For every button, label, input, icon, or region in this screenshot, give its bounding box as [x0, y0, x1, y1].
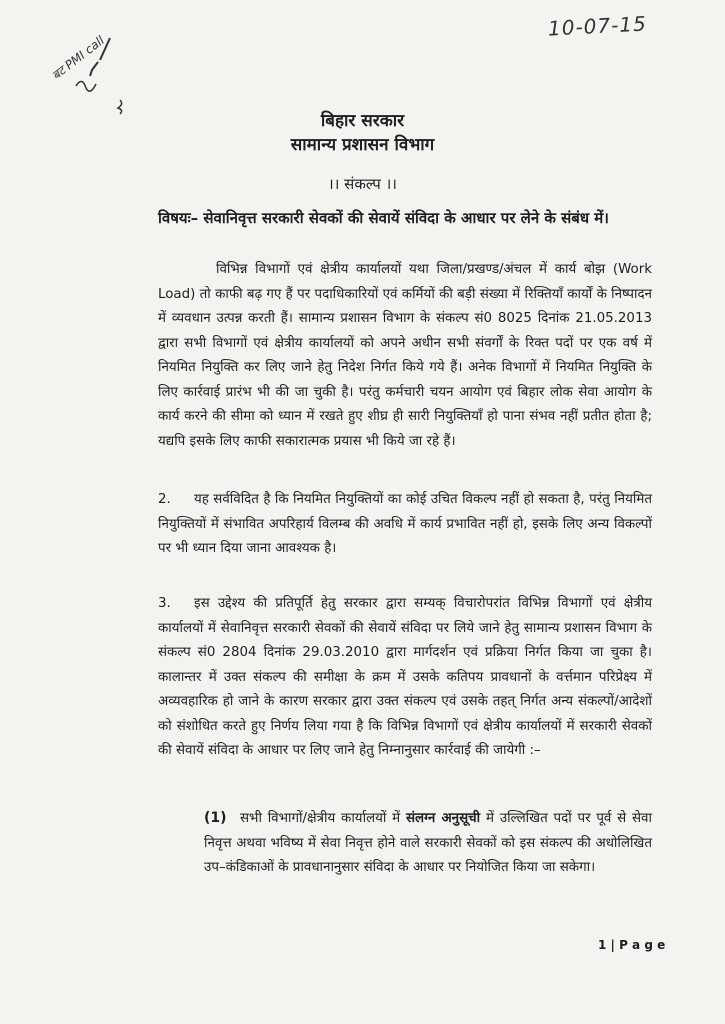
paragraph-3-number: 3. [158, 596, 171, 611]
sub-paragraph-1-number: (1) [204, 810, 227, 826]
paragraph-2 [158, 488, 652, 562]
handwritten-date: 10-07-15 [547, 11, 648, 41]
subject-text: सेवानिवृत्त सरकारी सेवकों की सेवायें संविदा के आधार पर लेने के संबंध में। [203, 209, 609, 227]
sub-paragraph-1-bold: संलग्न अनुसूची [405, 811, 481, 826]
sub-paragraph-1-text-b: में उल्लिखित पदों पर पूर्व से सेवा निवृत्त अथवा भविष्य में सेवा निवृत्त होने वाले सरकारी सेवकों को इस संकल्प की अधोलिखित उप–कंडिकाओं के प्रावधानानुसार संविदा के आधार पर नियोजित किया जा सकेगा। [204, 811, 652, 875]
page-number: 1 | P a g e [598, 938, 666, 952]
header-department: सामान्य प्रशासन विभाग [290, 135, 435, 155]
sub-paragraph-1-text-a: सभी विभागों/क्षेत्रीय कार्यालयों में [240, 811, 401, 826]
paragraph-2-text: यह सर्वविदित है कि नियमित नियुक्तियों का कोई उचित विकल्प नहीं हो सकता है, परंतु नियमित नियुक्तियों में संभावित अपरिहार्य विलम्ब की अवधि में कार्य प्रभावित नहीं हो, इसके लिए अन्य विकल्पों पर भी ध्यान दिया जाना आवश्यक है। [158, 492, 652, 556]
header-resolution: ।। संकल्प ।। [328, 175, 397, 193]
handwritten-note: बट PMI call [49, 33, 107, 83]
paragraph-1: विभिन्न विभागों एवं क्षेत्रीय कार्यालयों यथा जिला/प्रखण्ड/अंचल में कार्य बोझ (Work Load) तो काफी बढ़ गए हैं पर पदाधिकारियों एवं कर्मियों की बड़ी संख्या में रिक्तियाँ कार्यों के निष्पादन में व्यवधान उत्पन्न करती हैं। सामान्य प्रशासन विभाग के संकल्प सं0 8025 दिनांक 21.05.2013 द्वारा सभी विभागों एवं क्षेत्रीय कार्यालयों को अपने अधीन सभी संवर्गों के रिक्त पदों पर एक वर्ष में नियमित नियुक्ति कर लिए जाने हेतु निदेश निर्गत किये गये हैं। अनेक विभागों में नियमित नियुक्ति के लिए कार्रवाई प्रारंभ भी की जा चुकी है। परंतु कर्मचारी चयन आयोग एवं बिहार लोक सेवा आयोग के कार्य करने की सीमा को ध्यान में रखते हुए शीघ्र ही सारी नियुक्तियाँ हो पाना संभव नहीं प्रतीत होता है; यद्यपि इसके लिए काफी सकारात्मक प्रयास भी किये जा रहे हैं। [158, 262, 652, 449]
paragraph-2-number: 2. [158, 492, 171, 507]
paragraph-3 [158, 592, 652, 764]
sub-paragraph-1 [204, 806, 652, 881]
subject-label: विषयः– [158, 209, 199, 227]
subject-block [158, 206, 658, 230]
header-government: बिहार सरकार [320, 111, 405, 131]
paragraph-3-text: इस उद्देश्य की प्रतिपूर्ति हेतु सरकार द्वारा सम्यक् विचारोपरांत विभिन्न विभागों एवं क्षेत्रीय कार्यालयों में सेवानिवृत्त सरकारी सेवकों की सेवायें संविदा पर लिये जाने हेतु सामान्य प्रशासन विभाग के संकल्प सं0 2804 दिनांक 29.03.2010 द्वारा मार्गदर्शन एवं प्रक्रिया निर्गत किया जा चुका है। कालान्तर में उक्त संकल्प की समीक्षा के क्रम में उसके कतिपय प्रावधानों के वर्त्तमान परिप्रेक्ष्य में अव्यवहारिक हो जाने के कारण सरकार द्वारा उक्त संकल्प एवं उसके तहत् निर्गत अन्य संकल्पों/आदेशों को संशोधित करते हुए निर्णय लिया गया है कि विभिन्न विभागों एवं क्षेत्रीय कार्यालयों में सरकारी सेवकों की सेवायें संविदा के आधार पर लिए जाने हेतु निम्नानुसार कार्रवाई की जायेगी :– [158, 596, 652, 758]
